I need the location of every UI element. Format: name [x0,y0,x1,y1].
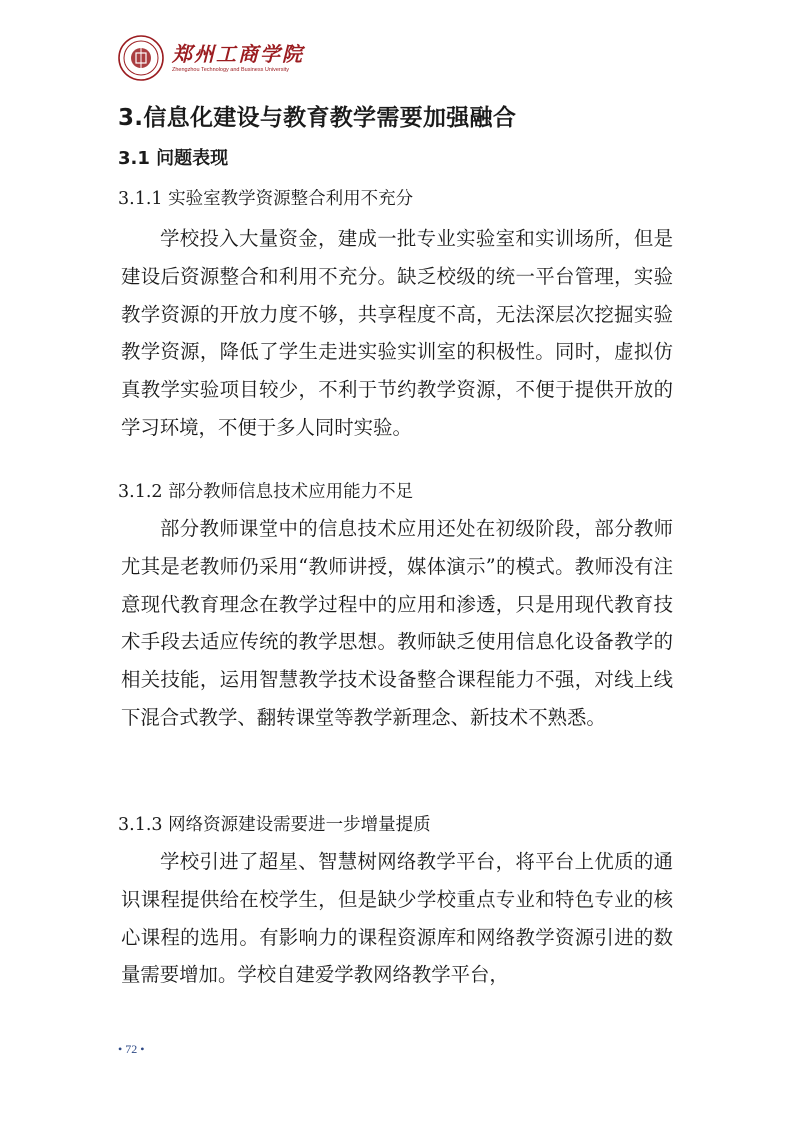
subsubsection-title-3: 3.1.3 网络资源建设需要进一步增量提质 [118,815,431,835]
logo-chinese-name: 郑州工商学院 [172,42,304,66]
university-seal-icon [118,35,164,81]
paragraph-1: 学校投入大量资金，建成一批专业实验室和实训场所，但是建设后资源整合和利用不充分。缺乏校级的统一平台管理，实验教学资源的开放力度不够，共享程度不高，无法深层次挖掘实验教学资源，降低了学生走进实验实训室的积极性。同时，虚拟仿真教学实验项目较少，不利于节约教学资源，不便于提供开放的学习环境，不便于多人同时实验。 [121,227,673,439]
subsubsection-title-2: 3.1.2 部分教师信息技术应用能力不足 [118,482,414,502]
page-number: • 72 • [118,1042,145,1056]
subsubsection-title-1: 3.1.1 实验室教学资源整合利用不充分 [118,189,414,209]
logo-english-name: Zhengzhou Technology and Business University [172,67,289,73]
paragraph-3: 学校引进了超星、智慧树网络教学平台，将平台上优质的通识课程提供给在校学生，但是缺少学校重点专业和特色专业的核心课程的选用。有影响力的课程资源库和网络教学资源引进的数量需要增加。学校自建爱学教网络教学平台， [121,850,673,987]
subsection-heading: 3.1 问题表现 [118,148,229,169]
section-heading: 3.信息化建设与教育教学需要加强融合 [118,105,517,131]
university-logo [118,33,304,83]
paragraph-2: 部分教师课堂中的信息技术应用还处在初级阶段，部分教师尤其是老教师仍采用“教师讲授，媒体演示”的模式。教师没有注意现代教育理念在教学过程中的应用和渗透，只是用现代教育技术手段去适应传统的教学思想。教师缺乏使用信息化设备教学的相关技能，运用智慧教学技术设备整合课程能力不强，对线上线下混合式教学、翻转课堂等教学新理念、新技术不熟悉。 [121,517,673,729]
